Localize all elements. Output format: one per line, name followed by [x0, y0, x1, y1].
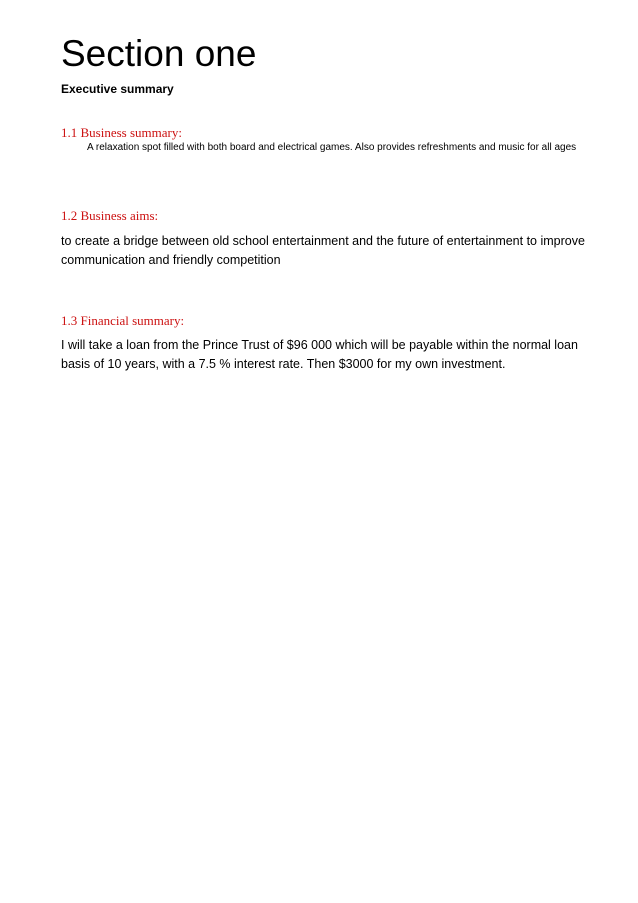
business-aims-heading: 1.2 Business aims: — [61, 208, 159, 223]
page-subtitle: Executive summary — [61, 82, 174, 96]
financial-summary-heading: 1.3 Financial summary: — [61, 313, 185, 328]
business-summary-heading: 1.1 Business summary: — [61, 125, 182, 140]
financial-summary-text: I will take a loan from the Prince Trust of $96 000 which will be payable within the normal loan basis of 10 years, with a 7.5 % interest rate. Then $3000 for my own investment. — [61, 338, 578, 371]
business-aims-text: to create a bridge between old school entertainment and the future of entertainment to improve communication and friendly competition — [61, 234, 585, 267]
business-summary-text: A relaxation spot filled with both board and electrical games. Also provides refreshments and music for all ages — [87, 142, 577, 153]
page-title: Section one — [61, 33, 257, 74]
